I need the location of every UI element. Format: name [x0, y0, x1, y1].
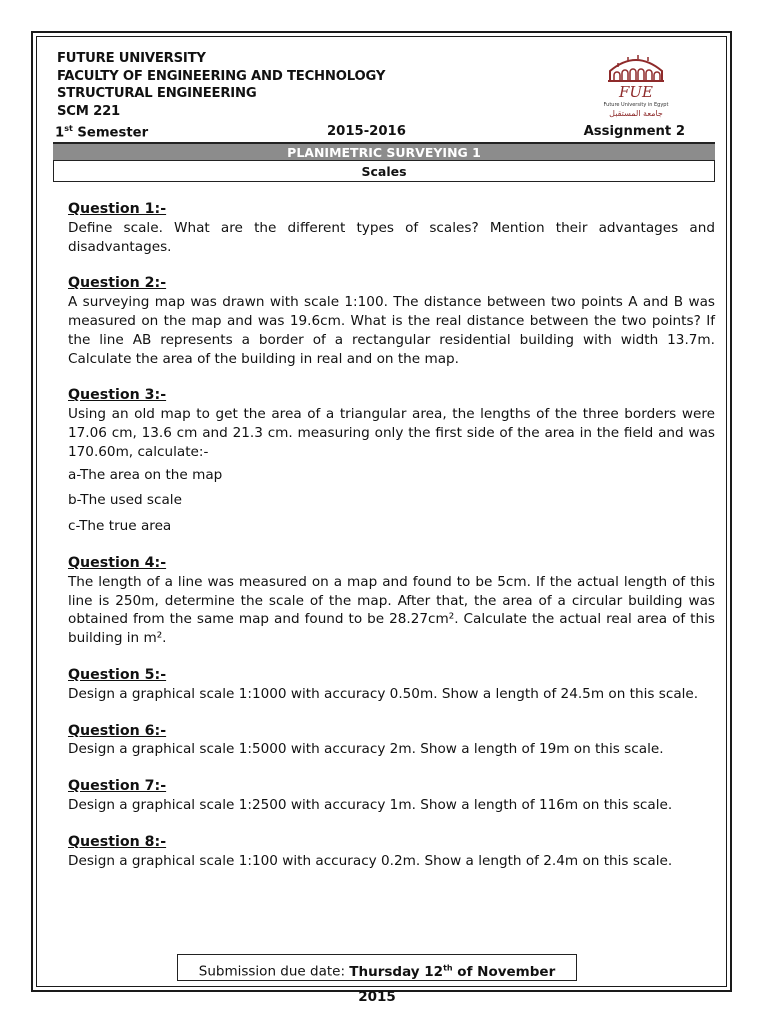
question-text: Design a graphical scale 1:100 with accuracy 0.2m. Show a length of 2.4m on this scale.	[68, 852, 673, 869]
semester-row	[53, 124, 715, 143]
department-name: STRUCTURAL ENGINEERING	[57, 86, 257, 101]
submission-date: Thursday 12th of November 2015	[349, 963, 556, 1005]
question-title: Question 3:-	[68, 387, 167, 404]
list-item: a-The area on the map	[68, 466, 223, 483]
university-name: FUTURE UNIVERSITY	[57, 51, 206, 66]
question-title: Question 4:-	[68, 554, 167, 571]
question-title: Question 7:-	[68, 778, 167, 795]
topic-subtitle: Scales	[53, 161, 715, 182]
question-2	[68, 274, 715, 368]
question-5	[68, 666, 715, 704]
question-text: Design a graphical scale 1:2500 with accuracy 1m. Show a length of 116m on this scale.	[68, 796, 673, 813]
faculty-name: FACULTY OF ENGINEERING AND TECHNOLOGY	[57, 68, 386, 84]
document-header	[57, 50, 385, 120]
question-8	[68, 833, 715, 871]
question-title: Question 2:-	[68, 275, 167, 292]
logo-arabic: جامعة المستقبل	[609, 109, 663, 118]
question-text: Design a graphical scale 1:5000 with accuracy 2m. Show a length of 19m on this scale.	[68, 741, 664, 758]
question-title: Question 5:-	[68, 666, 167, 683]
colosseum-logo-icon	[588, 41, 684, 119]
question-text: Using an old map to get the area of a triangular area, the lengths of the three borders were 17.06 cm, 13.6 cm and 21.3 cm. measuring only the first side of the area in the field and was 170.60m, calculate:-	[68, 406, 715, 460]
submission-label: Submission due date:	[198, 963, 350, 980]
academic-year: 2015-2016	[327, 124, 406, 139]
questions-list	[68, 200, 715, 870]
question-title: Question 1:-	[68, 201, 167, 217]
logo-caption: Future University in Egypt	[603, 102, 669, 108]
course-code: SCM 221	[57, 103, 121, 119]
question-6	[68, 722, 715, 760]
university-logo	[588, 41, 684, 119]
submission-due-box	[177, 954, 577, 1005]
assignment-label: Assignment 2	[583, 124, 685, 139]
question-text: A surveying map was drawn with scale 1:100. The distance between two points A and B was measured on the map and was 19.6cm. What is the real distance between the two points? If the line AB represents a border of a rectangular residential building with width 13.7m. Calculate the area of the building in real and on the map.	[68, 294, 715, 367]
list-item: b-The used scale	[68, 492, 182, 509]
question-text: Design a graphical scale 1:1000 with accuracy 0.50m. Show a length of 24.5m on this scale.	[68, 685, 699, 702]
question-1	[68, 200, 715, 256]
semester-label: 1st Semester	[55, 124, 149, 141]
question-7	[68, 777, 715, 815]
logo-acronym: FUE	[619, 83, 653, 101]
question-3	[68, 386, 715, 536]
question-text: Define scale. What are the different types of scales? Mention their advantages and disadvantages.	[68, 219, 715, 255]
question-4	[68, 554, 715, 648]
course-title-band: PLANIMETRIC SURVEYING 1	[53, 143, 715, 161]
question-title: Question 8:-	[68, 833, 167, 850]
question-title: Question 6:-	[68, 722, 167, 739]
question-text: The length of a line was measured on a map and found to be 5cm. If the actual length of this line is 250m, determine the scale of the map. After that, the area of a circular building was obtained from the same map and found to be 28.27cm². Calculate the actual real area of this building in m².	[68, 573, 715, 647]
list-item: c-The true area	[68, 518, 172, 535]
